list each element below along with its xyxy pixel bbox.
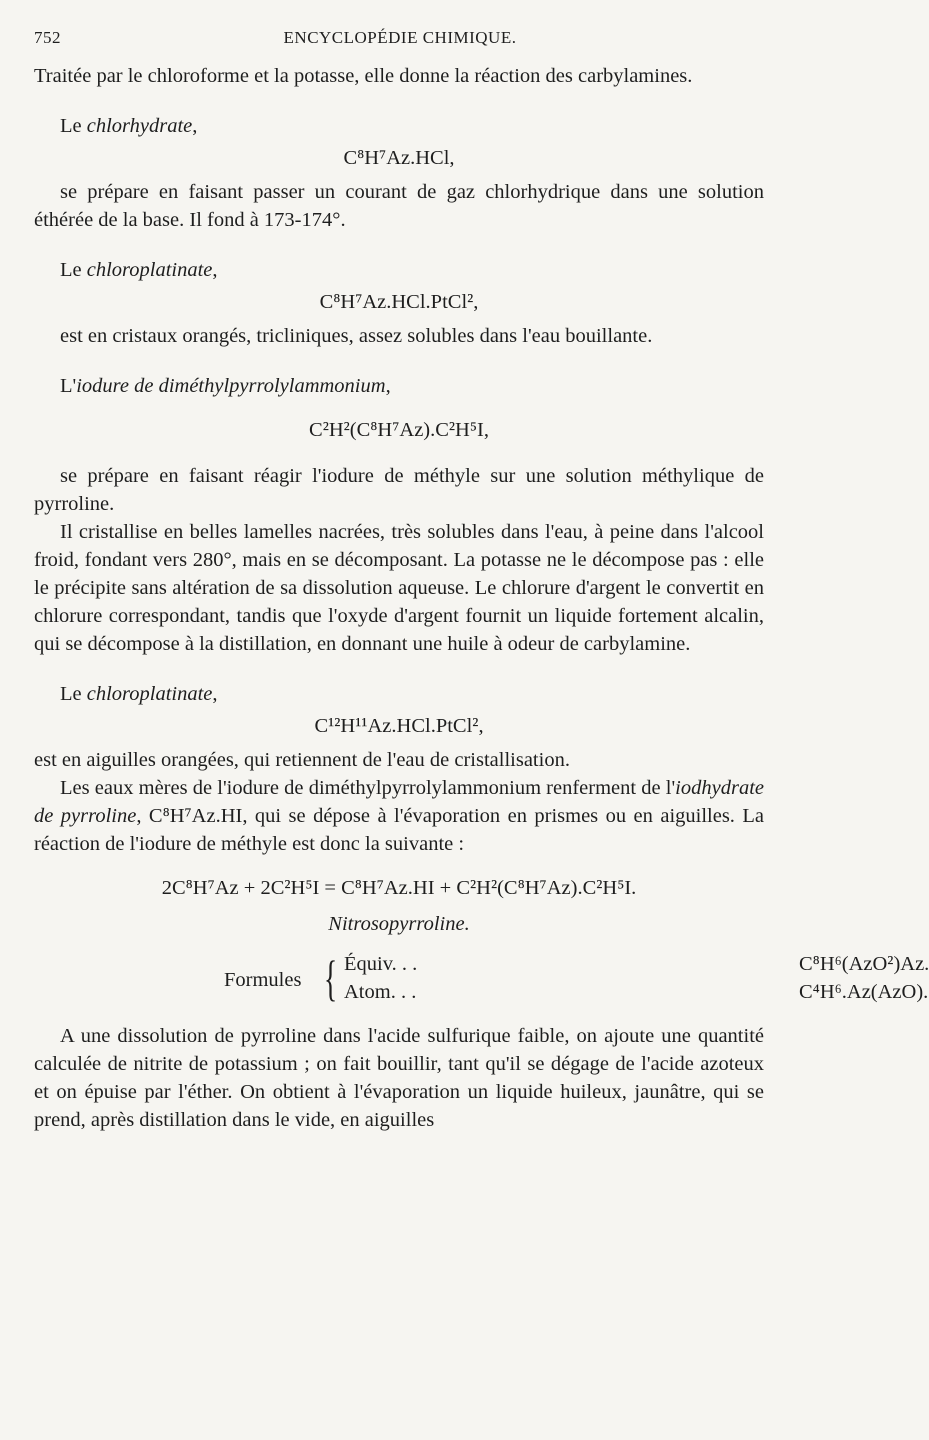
chloroplatinate2-name: chloroplatinate bbox=[86, 683, 213, 705]
chlorhydrate-heading: Le chlorhydrate, bbox=[60, 115, 198, 137]
iodure-text: se prépare en faisant réagir l'iodure de méthyle sur une solution méthylique de pyrroline. bbox=[34, 465, 764, 515]
formula-row-atom: Atom. . . C⁴H⁶.Az(AzO). bbox=[344, 981, 929, 1003]
nitroso-text: A une dissolution de pyrroline dans l'acide sulfurique faible, on ajoute une quantité calculée de nitrite de potassium ; on fait bouillir, tant qu'il se dégage de l'acide azoteux et on épuise par l'éther. On obtient à l'évaporation un liquide huileux, jaunâtre, qui se prend, après distillation dans le vide, en aiguilles bbox=[34, 1025, 764, 1131]
chloroplatinate-formula: C⁸H⁷Az.HCl.PtCl², bbox=[319, 291, 479, 313]
brace-glyph: { bbox=[324, 950, 338, 1006]
iodure-heading: L'iodure de diméthylpyrrolylammonium, bbox=[60, 375, 391, 397]
formules-label: Formules bbox=[224, 969, 302, 991]
page-number: 752 bbox=[34, 28, 61, 47]
formules-block bbox=[34, 950, 929, 1008]
eaux-meres-text: Les eaux mères de l'iodure de diméthylpyrrolylammonium renferment de l'iodhydrate de pyrroline, C⁸H⁷Az.HI, qui se dépose à l'évaporation en prismes ou en aiguilles. La réaction de l'iodure de méthyle est donc la suivante : bbox=[34, 777, 764, 855]
chloroplatinate-text: est en cristaux orangés, tricliniques, assez solubles dans l'eau bouillante. bbox=[60, 325, 653, 347]
paragraph-intro: Traitée par le chloroforme et la potasse, elle donne la réaction des carbylamines. bbox=[34, 65, 693, 87]
reaction-equation: 2C⁸H⁷Az + 2C²H⁵I = C⁸H⁷Az.HI + C²H²(C⁸H⁷Az).C²H⁵I. bbox=[161, 877, 637, 899]
formula-row-equiv: Équiv. . . C⁸H⁶(AzO²)Az. bbox=[344, 953, 929, 975]
chlorhydrate-formula: C⁸H⁷Az.HCl, bbox=[343, 147, 455, 169]
chloroplatinate2-formula: C¹²H¹¹Az.HCl.PtCl², bbox=[314, 715, 484, 737]
page-body bbox=[34, 62, 929, 1134]
chloroplatinate-heading: Le chloroplatinate, bbox=[60, 259, 218, 281]
iodhydrate-name: iodhydrate de pyrroline bbox=[34, 777, 764, 827]
iodure-name: iodure de diméthylpyrrolylammonium bbox=[76, 375, 386, 397]
chlorhydrate-name: chlorhydrate bbox=[86, 115, 193, 137]
chloroplatinate2-heading: Le chloroplatinate, bbox=[60, 683, 218, 705]
page-header bbox=[34, 28, 766, 58]
chloroplatinate2-text: est en aiguilles orangées, qui retiennent de l'eau de cristallisation. bbox=[34, 749, 570, 771]
iodure-formula: C²H²(C⁸H⁷Az).C²H⁵I, bbox=[309, 419, 489, 441]
section-title-nitrosopyrroline: Nitrosopyrroline. bbox=[328, 913, 470, 935]
iodure-text-2: Il cristallise en belles lamelles nacrées, très solubles dans l'eau, à peine dans l'alcool froid, fondant vers 280°, mais en se décomposant. La potasse ne le décompose pas : elle le précipite sans altération de sa dissolution aqueuse. Le chlorure d'argent le convertit en chlorure correspondant, tandis que l'oxyde d'argent fournit un liquide fortement alcalin, qui se décompose à la distillation, en donnant une huile à odeur de carbylamine. bbox=[34, 521, 764, 655]
chloroplatinate-name: chloroplatinate bbox=[86, 259, 213, 281]
running-title: ENCYCLOPÉDIE CHIMIQUE. bbox=[283, 28, 517, 47]
chlorhydrate-text: se prépare en faisant passer un courant de gaz chlorhydrique dans une solution éthérée de la base. Il fond à 173-174°. bbox=[34, 181, 764, 231]
